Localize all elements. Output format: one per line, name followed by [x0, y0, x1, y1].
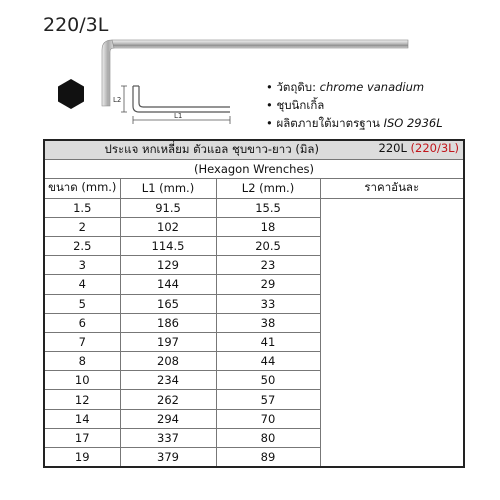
size-cell: 7	[44, 332, 120, 351]
size-cell: 6	[44, 313, 120, 332]
l1-cell: 102	[120, 217, 216, 236]
col-header-l1: L1 (mm.)	[120, 179, 216, 198]
l1-cell: 208	[120, 352, 216, 371]
l1-cell: 165	[120, 294, 216, 313]
l1-cell: 337	[120, 428, 216, 447]
l2-cell: 23	[216, 256, 320, 275]
l2-cell: 57	[216, 390, 320, 409]
model-code: 220/3L	[43, 14, 109, 36]
hexagon-icon	[55, 78, 87, 110]
l1-label: L1	[174, 112, 183, 120]
l2-cell: 50	[216, 371, 320, 390]
l1-cell: 262	[120, 390, 216, 409]
size-cell: 2	[44, 217, 120, 236]
l2-cell: 89	[216, 448, 320, 468]
dimension-diagram	[112, 76, 232, 126]
l1-cell: 197	[120, 332, 216, 351]
table-header-row	[44, 179, 464, 198]
l2-cell: 70	[216, 409, 320, 428]
col-header-size: ขนาด (mm.)	[44, 179, 120, 198]
l1-cell: 234	[120, 371, 216, 390]
l1-cell: 129	[120, 256, 216, 275]
l1-cell: 379	[120, 448, 216, 468]
l2-cell: 44	[216, 352, 320, 371]
size-cell: 14	[44, 409, 120, 428]
size-cell: 3	[44, 256, 120, 275]
spec-item: • วัตถุดิบ: chrome vanadium	[266, 80, 425, 94]
l2-cell: 29	[216, 275, 320, 294]
l1-cell: 91.5	[120, 198, 216, 217]
col-header-price: ราคาอันละ	[320, 179, 464, 198]
l1-cell: 186	[120, 313, 216, 332]
table-row	[44, 198, 464, 217]
product-code: 220L	[378, 141, 407, 156]
size-cell: 4	[44, 275, 120, 294]
size-cell: 19	[44, 448, 120, 468]
price-column	[320, 198, 464, 467]
product-title: ประแจ หกเหลี่ยม ตัวแอล ชุบขาว-ยาว (มิล)	[104, 142, 319, 157]
l2-cell: 80	[216, 428, 320, 447]
size-cell: 12	[44, 390, 120, 409]
l2-cell: 20.5	[216, 236, 320, 255]
table-subtitle-row	[44, 160, 464, 179]
l1-cell: 144	[120, 275, 216, 294]
size-cell: 5	[44, 294, 120, 313]
l2-cell: 18	[216, 217, 320, 236]
product-code-alt: (220/3L)	[410, 141, 460, 156]
product-subtitle: (Hexagon Wrenches)	[44, 160, 464, 179]
spec-item: • ผลิตภายใต้มาตรฐาน ISO 2936L	[266, 116, 443, 130]
l1-cell: 294	[120, 409, 216, 428]
l1-cell: 114.5	[120, 236, 216, 255]
l2-cell: 33	[216, 294, 320, 313]
size-cell: 2.5	[44, 236, 120, 255]
col-header-l2: L2 (mm.)	[216, 179, 320, 198]
l2-label: L2	[113, 96, 122, 104]
size-cell: 1.5	[44, 198, 120, 217]
l2-cell: 38	[216, 313, 320, 332]
size-cell: 17	[44, 428, 120, 447]
spec-list	[266, 78, 443, 132]
table-title-row	[44, 140, 464, 160]
l2-cell: 41	[216, 332, 320, 351]
l2-cell: 15.5	[216, 198, 320, 217]
size-cell: 10	[44, 371, 120, 390]
size-cell: 8	[44, 352, 120, 371]
wrench-size-table	[43, 139, 465, 468]
spec-item: • ชุบนิกเกิ้ล	[266, 98, 325, 112]
